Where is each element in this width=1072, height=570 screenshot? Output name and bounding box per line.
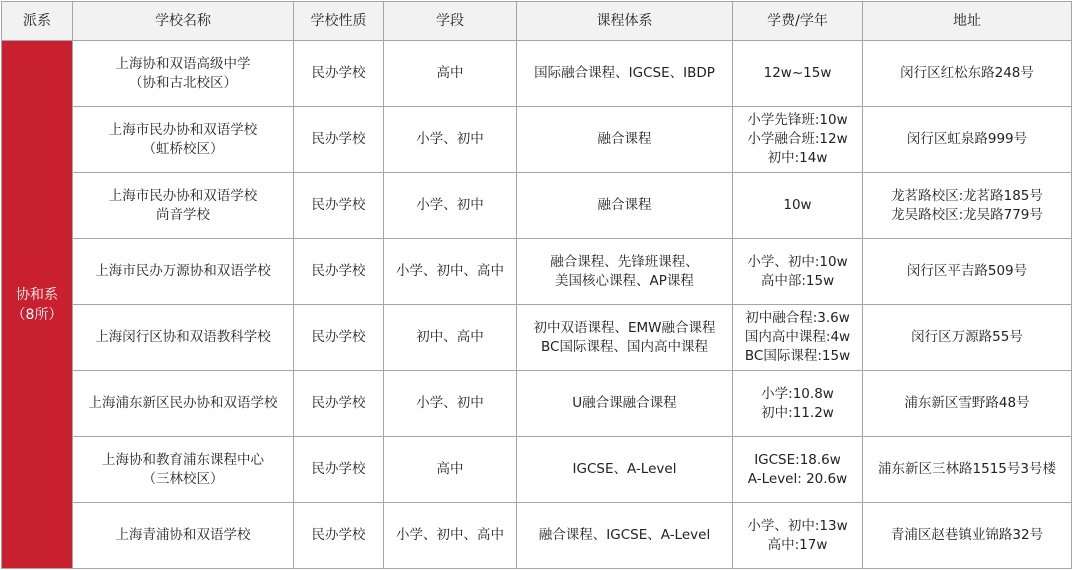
curriculum-cell-line: 融合课程、先锋班课程、 [550, 253, 699, 270]
stage-cell [384, 503, 517, 569]
address-cell [863, 239, 1072, 305]
curriculum-cell-line: 融合课程 [597, 197, 652, 213]
address-cell [863, 503, 1072, 569]
tuition-cell-line: 初中融合程:3.6w [745, 310, 850, 326]
header-faction: 派系 [2, 2, 73, 41]
tuition-cell-line: 初中:14w [767, 150, 828, 166]
curriculum-cell-line: BC国际课程、国内高中课程 [541, 338, 708, 355]
school-name-cell-line: 上海协和双语高级中学 [115, 55, 251, 72]
tuition-cell [733, 239, 863, 305]
tuition-cell-line: BC国际课程:15w [744, 348, 851, 364]
header-school-type: 学校性质 [294, 2, 384, 41]
school-name-cell [73, 503, 294, 569]
header-row [2, 2, 1072, 41]
tuition-cell [733, 503, 863, 569]
school-name-cell-line: 上海协和教育浦东课程中心 [102, 451, 264, 468]
school-type-cell: 民办学校 [294, 437, 384, 503]
stage-cell [384, 437, 517, 503]
stage-cell-line: 高中 [436, 65, 464, 81]
address-cell [863, 173, 1072, 239]
tuition-cell-line: 高中部:15w [760, 272, 835, 289]
address-cell-line: 龙茗路校区:龙茗路185号 [891, 187, 1043, 204]
address-cell-line: 闵行区平吉路509号 [906, 263, 1028, 279]
tuition-cell-line: 小学:10.8w [761, 385, 834, 402]
table-body [2, 41, 1072, 569]
curriculum-cell [517, 107, 733, 173]
table-row [2, 305, 1072, 371]
school-name-cell-line: 上海市民办协和双语学校 [108, 121, 258, 138]
stage-cell-line: 小学、初中 [416, 395, 484, 411]
school-type-cell: 民办学校 [294, 305, 384, 371]
stage-cell [384, 239, 517, 305]
stage-cell [384, 41, 517, 107]
stage-cell-line: 小学、初中、高中 [396, 527, 504, 543]
table-row [2, 239, 1072, 305]
address-cell [863, 305, 1072, 371]
tuition-cell-line: 国内高中课程:4w [744, 329, 851, 345]
stage-cell [384, 173, 517, 239]
address-cell-line: 青浦区赵巷镇业锦路32号 [890, 527, 1044, 543]
stage-cell [384, 305, 517, 371]
school-type-cell: 民办学校 [294, 41, 384, 107]
tuition-cell-line: 小学、初中:13w [747, 517, 848, 534]
curriculum-cell-line: 融合课程 [597, 131, 652, 147]
tuition-cell [733, 173, 863, 239]
table-row [2, 173, 1072, 239]
stage-cell-line: 初中、高中 [416, 329, 484, 345]
faction-cell [2, 41, 73, 569]
table-row [2, 437, 1072, 503]
table-row [2, 503, 1072, 569]
school-name-cell [73, 371, 294, 437]
address-cell-line: 闵行区虹泉路999号 [906, 131, 1028, 147]
header-stage: 学段 [384, 2, 517, 41]
school-name-cell-line: 上海市民办万源协和双语学校 [95, 263, 271, 279]
address-cell-line: 闵行区红松东路248号 [900, 65, 1034, 81]
curriculum-cell [517, 41, 733, 107]
curriculum-cell-line: 初中双语课程、EMW融合课程 [533, 319, 716, 336]
header-address: 地址 [863, 2, 1072, 41]
school-name-cell [73, 107, 294, 173]
table-row [2, 107, 1072, 173]
tuition-cell-line: A-Level: 20.6w [747, 470, 848, 487]
tuition-cell-line: 小学先锋班:10w [747, 112, 848, 128]
tuition-cell [733, 41, 863, 107]
stage-cell [384, 107, 517, 173]
stage-cell [384, 371, 517, 437]
curriculum-cell [517, 437, 733, 503]
tuition-cell-line: 高中:17w [767, 536, 828, 553]
school-type-cell: 民办学校 [294, 173, 384, 239]
school-name-cell-line: （协和古北校区） [129, 74, 237, 91]
tuition-cell-line: IGCSE:18.6w [754, 451, 841, 468]
stage-cell-line: 小学、初中、高中 [396, 263, 504, 279]
curriculum-cell [517, 371, 733, 437]
school-name-cell [73, 239, 294, 305]
header-tuition: 学费/学年 [733, 2, 863, 41]
stage-cell-line: 小学、初中 [416, 131, 484, 147]
school-type-cell: 民办学校 [294, 371, 384, 437]
school-name-cell [73, 173, 294, 239]
address-cell-line: 浦东新区三林路1515号3号楼 [878, 461, 1056, 477]
school-type-cell: 民办学校 [294, 107, 384, 173]
tuition-cell-line: 小学、初中:10w [747, 253, 848, 270]
address-cell [863, 437, 1072, 503]
school-name-cell [73, 437, 294, 503]
school-type-cell: 民办学校 [294, 503, 384, 569]
school-name-cell-line: 尚音学校 [156, 206, 210, 223]
tuition-cell [733, 107, 863, 173]
school-name-cell-line: （虹桥校区） [142, 140, 224, 157]
school-name-cell-line: 上海浦东新区民办协和双语学校 [88, 395, 278, 411]
tuition-cell [733, 371, 863, 437]
address-cell [863, 41, 1072, 107]
header-curriculum: 课程体系 [517, 2, 733, 41]
school-name-cell [73, 41, 294, 107]
school-type-cell: 民办学校 [294, 239, 384, 305]
table-row [2, 371, 1072, 437]
stage-cell-line: 小学、初中 [416, 197, 484, 213]
tuition-cell-line: 小学融合班:12w [747, 131, 848, 147]
curriculum-cell-line: 国际融合课程、IGCSE、IBDP [534, 65, 715, 81]
curriculum-cell-line: 融合课程、IGCSE、A-Level [538, 527, 711, 543]
curriculum-cell-line: IGCSE、A-Level [572, 461, 677, 477]
school-name-cell-line: （三林校区） [142, 470, 224, 487]
curriculum-cell-line: U融合课融合课程 [572, 395, 677, 411]
curriculum-cell [517, 239, 733, 305]
faction-name: 协和系 [16, 286, 58, 303]
school-table [1, 1, 1072, 569]
curriculum-cell [517, 305, 733, 371]
curriculum-cell-line: 美国核心课程、AP课程 [555, 272, 694, 289]
school-name-cell-line: 上海闵行区协和双语教科学校 [95, 329, 271, 345]
address-cell-line: 龙吴路校区:龙吴路779号 [891, 206, 1043, 223]
table-row [2, 41, 1072, 107]
school-name-cell [73, 305, 294, 371]
tuition-cell-line: 12w~15w [763, 65, 832, 81]
curriculum-cell [517, 173, 733, 239]
address-cell [863, 107, 1072, 173]
tuition-cell-line: 初中:11.2w [761, 404, 834, 421]
tuition-cell [733, 305, 863, 371]
address-cell-line: 闵行区万源路55号 [911, 329, 1023, 345]
faction-count: （8所） [11, 306, 63, 323]
tuition-cell [733, 437, 863, 503]
school-name-cell-line: 上海青浦协和双语学校 [115, 527, 251, 543]
curriculum-cell [517, 503, 733, 569]
stage-cell-line: 高中 [436, 461, 464, 477]
address-cell [863, 371, 1072, 437]
tuition-cell-line: 10w [783, 197, 812, 213]
address-cell-line: 浦东新区雪野路48号 [904, 395, 1030, 411]
school-name-cell-line: 上海市民办协和双语学校 [108, 187, 258, 204]
header-school-name: 学校名称 [73, 2, 294, 41]
